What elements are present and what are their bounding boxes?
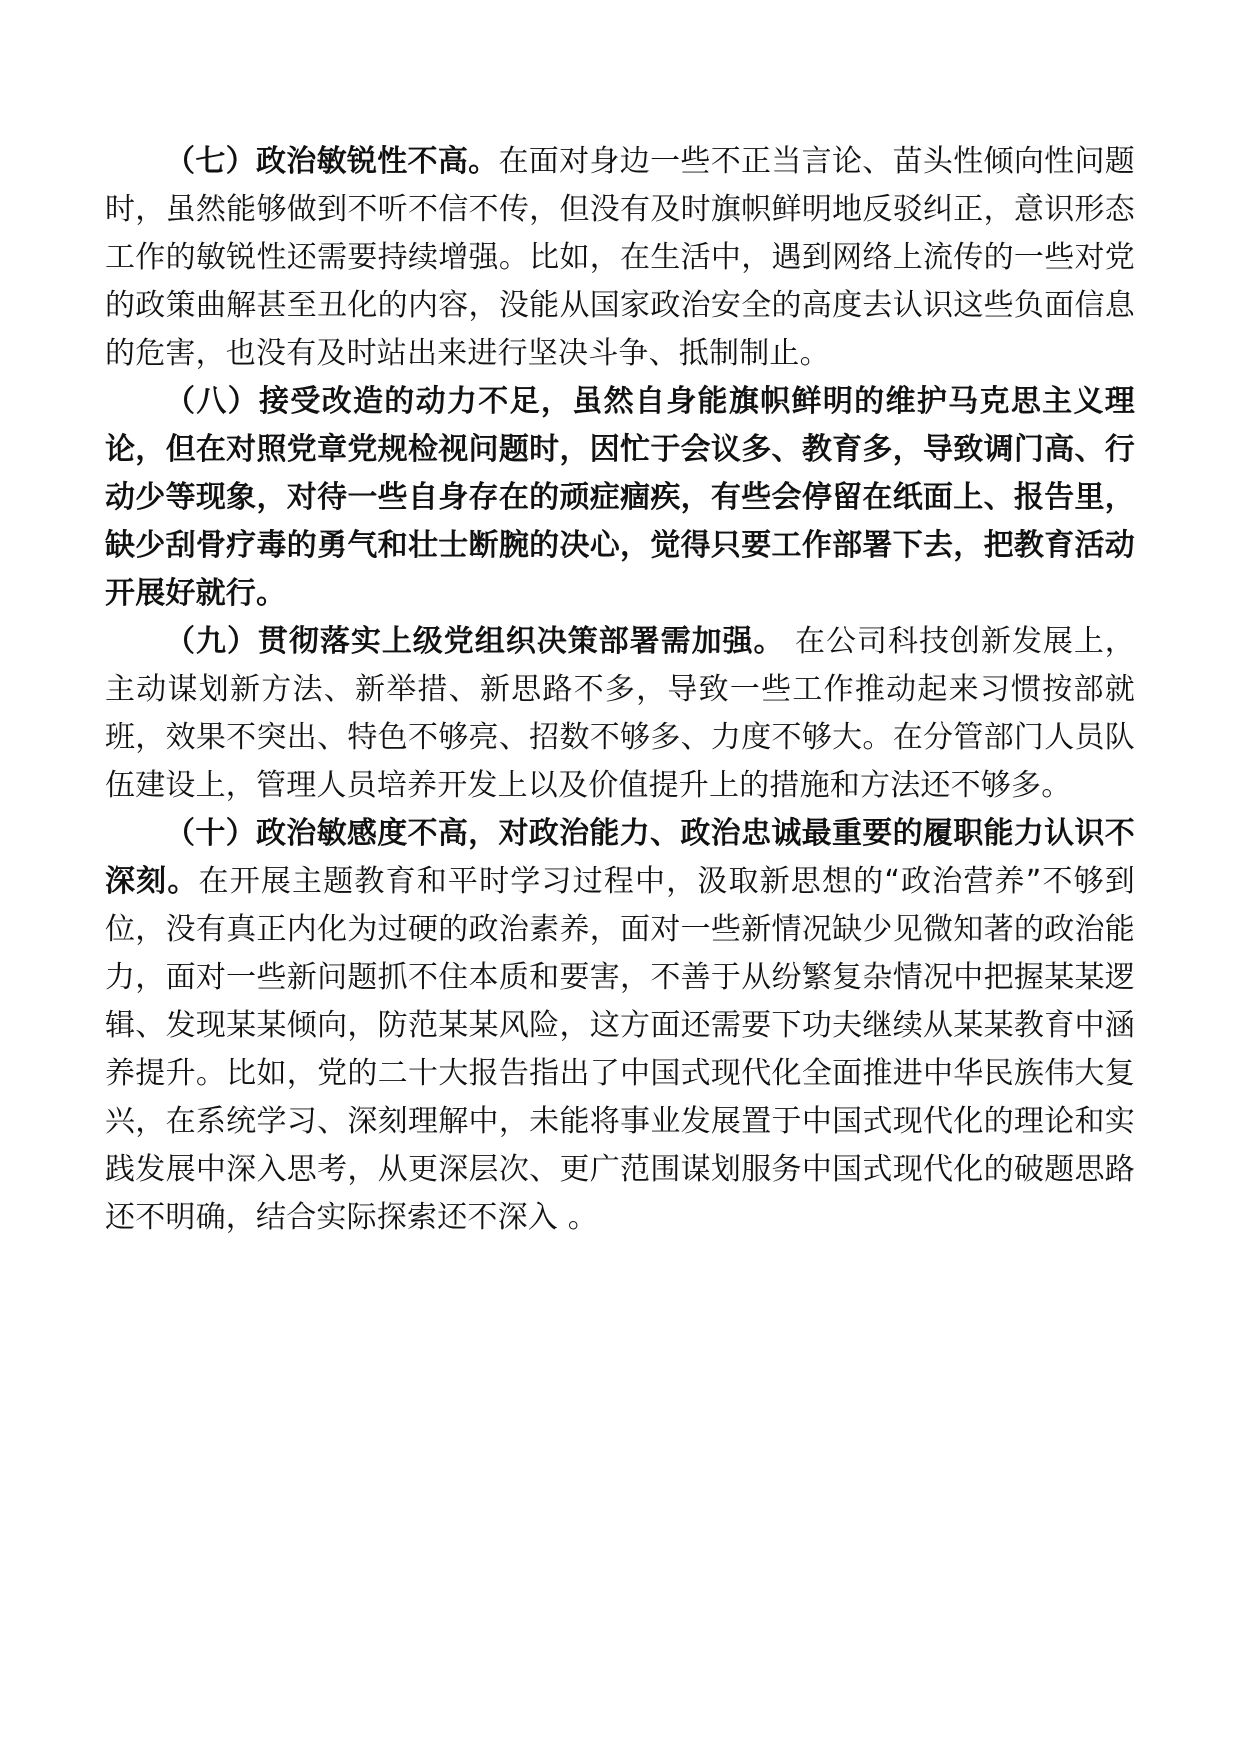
paragraph-9-heading: （九）贯彻落实上级党组织决策部署需加强。 — [165, 624, 785, 659]
paragraph-8: （八）接受改造的动力不足，虽然自身能旗帜鲜明的维护马克思主义理论，但在对照党章党规检视问题时，因忙于会议多、教育多，导致调门高、行动少等现象，对待一些自身存在的顽症痼疾，有些会停留在纸面上、报告里，缺少刮骨疗毒的勇气和壮士断腕的决心，觉得只要工作部署下去，把教育活动开展好就行。 — [105, 384, 1135, 611]
paragraph-7-heading: （七）政治敏锐性不高。 — [165, 144, 499, 179]
document-page — [105, 138, 1135, 1242]
paragraph-10-body: 在开展主题教育和平时学习过程中，汲取新思想的“政治营养”不够到位，没有真正内化为过硬的政治素养，面对一些新情况缺少见微知著的政治能力，面对一些新问题抓不住本质和要害，不善于从纷繁复杂情况中把握某某逻辑、发现某某倾向，防范某某风险，这方面还需要下功夫继续从某某教育中涵养提升。比如，党的二十大报告指出了中国式现代化全面推进中华民族伟大复兴，在系统学习、深刻理解中，未能将事业发展置于中国式现代化的理论和实践发展中深入思考，从更深层次、更广范围谋划服务中国式现代化的破题思路还不明确，结合实际探索还不深入 。 — [105, 864, 1135, 1235]
paragraph-10 — [105, 810, 1135, 1242]
paragraph-10-heading: （十）政治敏感度不高，对政治能力、政治忠诚最重要的履职能力认识不深刻。 — [105, 816, 1135, 899]
paragraph-7 — [105, 138, 1135, 378]
paragraph-9-body: 在公司科技创新发展上，主动谋划新方法、新举措、新思路不多，导致一些工作推动起来习惯按部就班，效果不突出、特色不够亮、招数不够多、力度不够大。在分管部门人员队伍建设上，管理人员培养开发上以及价值提升上的措施和方法还不够多。 — [105, 624, 1136, 803]
paragraph-9 — [105, 618, 1135, 810]
paragraph-7-body: 在面对身边一些不正当言论、苗头性倾向性问题时，虽然能够做到不听不信不传，但没有及时旗帜鲜明地反驳纠正，意识形态工作的敏锐性还需要持续增强。比如，在生活中，遇到网络上流传的一些对党的政策曲解甚至丑化的内容，没能从国家政治安全的高度去认识这些负面信息的危害，也没有及时站出来进行坚决斗争、抵制制止。 — [105, 144, 1136, 371]
